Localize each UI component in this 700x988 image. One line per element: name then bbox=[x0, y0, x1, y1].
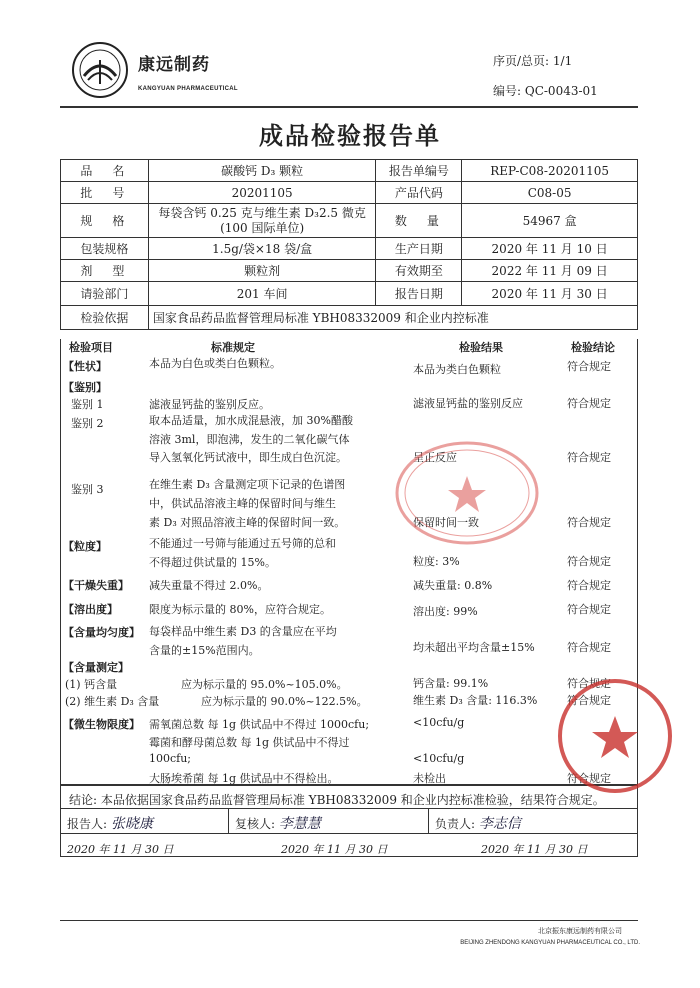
dissolution-heading: 【溶出度】 bbox=[63, 603, 118, 616]
inspection-details bbox=[60, 339, 638, 785]
reporter-signature: 张晓康 bbox=[110, 816, 153, 832]
properties-result: 本品为类白色颗粒 bbox=[413, 363, 501, 376]
reviewer-signature: 李慧慧 bbox=[278, 816, 321, 832]
drying-heading: 【干燥失重】 bbox=[63, 579, 129, 592]
reviewer-date: 2020 年 11 月 30 日 bbox=[281, 843, 388, 856]
granularity-result: 粒度: 3% bbox=[413, 555, 460, 568]
dissolution-conclusion: 符合规定 bbox=[567, 603, 611, 616]
product-name: 碳酸钙 D₃ 颗粒 bbox=[148, 160, 376, 182]
col-result-header: 检验结果 bbox=[459, 341, 503, 354]
id2-label: 鉴别 2 bbox=[71, 417, 104, 430]
assay-vitd-standard: 应为标示量的 90.0%~122.5%。 bbox=[201, 695, 368, 708]
id3-label: 鉴别 3 bbox=[71, 483, 104, 496]
col-item-header: 检验项目 bbox=[69, 341, 113, 354]
quality-dept-stamp-icon bbox=[392, 438, 542, 548]
reporter-date: 2020 年 11 月 30 日 bbox=[67, 843, 174, 856]
info-table bbox=[60, 159, 638, 330]
dissolution-result: 溶出度: 99% bbox=[413, 605, 478, 618]
micro-standard-4: 大肠埃希菌 每 1g 供试品中不得检出。 bbox=[149, 772, 339, 785]
id2-result: 呈正反应 bbox=[413, 451, 457, 464]
uniformity-standard-2: 含量的±15%范围内。 bbox=[149, 644, 260, 657]
assay-vitd-label: (2) 维生素 D₃ 含量 bbox=[65, 695, 160, 708]
signature-area bbox=[60, 809, 638, 857]
footer-company-en: BEIJING ZHENDONG KANGYUAN PHARMACEUTICAL CO., LTD. bbox=[460, 940, 640, 946]
drying-standard: 减失重量不得过 2.0%。 bbox=[149, 579, 269, 592]
granularity-standard-1: 不能通过一号筛与能通过五号筛的总和 bbox=[149, 537, 336, 550]
product-code-label: 产品代码 bbox=[376, 182, 462, 204]
properties-conclusion: 符合规定 bbox=[567, 360, 611, 373]
properties-heading: 【性状】 bbox=[63, 360, 107, 373]
id3-standard-2: 中，供试品溶液主峰的保留时间与维生 bbox=[149, 497, 336, 510]
id2-conclusion: 符合规定 bbox=[567, 451, 611, 464]
assay-calcium-result: 钙含量: 99.1% bbox=[413, 677, 489, 690]
reviewer-label: 复核人: bbox=[235, 817, 276, 831]
assay-calcium-label: (1) 钙含量 bbox=[65, 678, 118, 691]
assay-calcium-conclusion: 符合规定 bbox=[567, 677, 611, 690]
manager-label: 负责人: bbox=[435, 817, 476, 831]
manager-cell bbox=[429, 809, 637, 833]
granularity-heading: 【粒度】 bbox=[63, 540, 107, 553]
footer-divider bbox=[60, 920, 638, 921]
assay-vitd-result: 维生素 D₃ 含量: 116.3% bbox=[413, 694, 538, 707]
uniformity-heading: 【含量均匀度】 bbox=[63, 626, 140, 639]
report-date: 2020 年 11 月 30 日 bbox=[462, 282, 638, 306]
package-label: 包装规格 bbox=[61, 238, 149, 260]
batch-value: 20201105 bbox=[148, 182, 376, 204]
report-date-label: 报告日期 bbox=[376, 282, 462, 306]
id3-standard-3: 素 D₃ 对照品溶液主峰的保留时间一致。 bbox=[149, 516, 346, 529]
product-name-label: 品 名 bbox=[61, 160, 149, 182]
prod-date: 2020 年 11 月 10 日 bbox=[462, 238, 638, 260]
id1-standard: 滤液显钙盐的鉴别反应。 bbox=[149, 398, 270, 411]
basis-label: 检验依据 bbox=[61, 306, 149, 330]
reporter-cell bbox=[61, 809, 229, 833]
spec-line-1: 每袋含钙 0.25 克与维生素 D₃2.5 微克 bbox=[158, 205, 366, 220]
col-conclusion-header: 检验结论 bbox=[571, 341, 615, 354]
id1-result: 滤液显钙盐的鉴别反应 bbox=[413, 397, 523, 410]
footer-company-cn: 北京振东康远制药有限公司 bbox=[538, 927, 622, 935]
manager-date: 2020 年 11 月 30 日 bbox=[481, 843, 588, 856]
batch-label: 批 号 bbox=[61, 182, 149, 204]
id1-conclusion: 符合规定 bbox=[567, 397, 611, 410]
id3-result: 保留时间一致 bbox=[413, 516, 479, 529]
page-title: 成品检验报告单 bbox=[259, 122, 441, 150]
uniformity-result: 均未超出平均含量±15% bbox=[413, 641, 535, 654]
reporter-label: 报告人: bbox=[67, 817, 108, 831]
prod-date-label: 生产日期 bbox=[376, 238, 462, 260]
micro-standard-3: 100cfu; bbox=[149, 752, 192, 765]
form-label: 剂 型 bbox=[61, 260, 149, 282]
granularity-conclusion: 符合规定 bbox=[567, 555, 611, 568]
drying-conclusion: 符合规定 bbox=[567, 579, 611, 592]
report-no-label: 报告单编号 bbox=[376, 160, 462, 182]
manager-signature: 李志信 bbox=[478, 816, 521, 832]
dept-value: 201 车间 bbox=[148, 282, 376, 306]
drying-result: 减失重量: 0.8% bbox=[413, 579, 493, 592]
expiry-date: 2022 年 11 月 09 日 bbox=[462, 260, 638, 282]
id2-standard-2: 溶液 3ml，即泡沸，发生的二氧化碳气体 bbox=[149, 433, 350, 446]
package-value: 1.5g/袋×18 袋/盒 bbox=[148, 238, 376, 260]
uniformity-standard-1: 每袋样品中维生素 D3 的含量应在平均 bbox=[149, 625, 337, 638]
micro-standard-2: 霉菌和酵母菌总数 每 1g 供试品中不得过 bbox=[149, 736, 350, 749]
header-divider bbox=[60, 106, 638, 108]
id2-standard-3: 导入氢氧化钙试液中，即生成白色沉淀。 bbox=[149, 451, 347, 464]
micro-result-1: <10cfu/g bbox=[413, 716, 465, 729]
conclusion-text: 结论: 本品依据国家食品药品监督管理局标准 YBH08332009 和企业内控标准检验，结果符合规定。 bbox=[60, 785, 638, 809]
id1-label: 鉴别 1 bbox=[71, 398, 104, 411]
micro-result-2: <10cfu/g bbox=[413, 752, 465, 765]
dept-label: 请验部门 bbox=[61, 282, 149, 306]
basis-value: 国家食品药品监督管理局标准 YBH08332009 和企业内控标准 bbox=[148, 306, 637, 330]
company-seal-icon bbox=[555, 676, 675, 796]
id3-conclusion: 符合规定 bbox=[567, 516, 611, 529]
micro-conclusion: 符合规定 bbox=[567, 772, 611, 785]
product-code: C08-05 bbox=[462, 182, 638, 204]
micro-standard-1: 需氧菌总数 每 1g 供试品中不得过 1000cfu; bbox=[149, 718, 370, 731]
assay-vitd-conclusion: 符合规定 bbox=[567, 694, 611, 707]
micro-heading: 【微生物限度】 bbox=[63, 718, 140, 731]
spec-line-2: (100 国际单位) bbox=[220, 220, 305, 235]
page-info: 序页/总页: 1/1 bbox=[493, 54, 573, 68]
dissolution-standard: 限度为标示量的 80%，应符合规定。 bbox=[149, 603, 331, 616]
assay-heading: 【含量测定】 bbox=[63, 661, 129, 674]
granularity-standard-2: 不得超过供试量的 15%。 bbox=[149, 556, 276, 569]
spec-value bbox=[148, 204, 376, 238]
quantity-value: 54967 盒 bbox=[462, 204, 638, 238]
company-name-en: KANGYUAN PHARMACEUTICAL bbox=[138, 86, 238, 92]
id2-standard-1: 取本品适量，加水成混悬液，加 30%醋酸 bbox=[149, 414, 353, 427]
identification-heading: 【鉴别】 bbox=[63, 381, 107, 394]
spec-label: 规 格 bbox=[61, 204, 149, 238]
micro-result-3: 未检出 bbox=[413, 772, 446, 785]
col-standard-header: 标准规定 bbox=[211, 341, 255, 354]
signature-row-divider bbox=[61, 833, 637, 834]
report-no: REP-C08-20201105 bbox=[462, 160, 638, 182]
assay-calcium-standard: 应为标示量的 95.0%~105.0%。 bbox=[181, 678, 348, 691]
expiry-label: 有效期至 bbox=[376, 260, 462, 282]
reviewer-cell bbox=[229, 809, 429, 833]
company-logo-icon bbox=[70, 40, 130, 100]
company-name-cn: 康远制药 bbox=[138, 55, 210, 75]
uniformity-conclusion: 符合规定 bbox=[567, 641, 611, 654]
document-number: 编号: QC-0043-01 bbox=[493, 84, 598, 98]
quantity-label: 数 量 bbox=[376, 204, 462, 238]
form-value: 颗粒剂 bbox=[148, 260, 376, 282]
properties-standard: 本品为白色或类白色颗粒。 bbox=[149, 357, 281, 370]
id3-standard-1: 在维生素 D₃ 含量测定项下记录的色谱图 bbox=[149, 478, 346, 491]
